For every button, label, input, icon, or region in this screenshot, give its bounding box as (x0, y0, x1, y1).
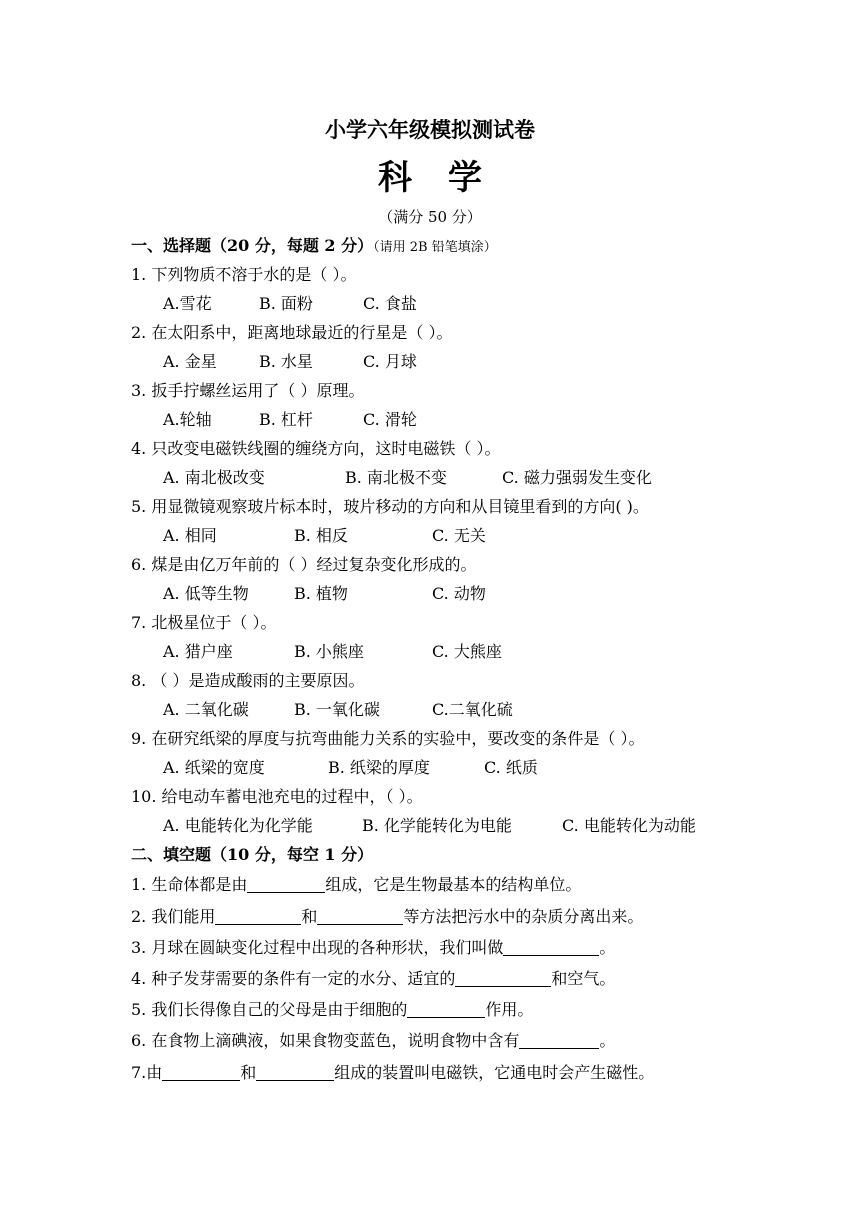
option-a: A.雪花 (163, 294, 212, 313)
exam-title: 小学六年级模拟测试卷 (325, 117, 535, 142)
fill-question-4 (131, 968, 615, 990)
answer-blank[interactable] (455, 969, 551, 987)
option-b: B. 一氧化碳 (294, 700, 380, 719)
option-c: C. 纸质 (484, 758, 538, 777)
option-a: A. 低等生物 (163, 584, 249, 603)
question-text: 和 (240, 1063, 257, 1082)
question-stem: 2. 在太阳系中，距离地球最近的行星是（ ）。 (131, 323, 453, 342)
option-b: B. 面粉 (259, 294, 313, 313)
option-c: C. 动物 (432, 584, 486, 603)
answer-blank[interactable] (503, 938, 599, 956)
question-stem: 8. （ ）是造成酸雨的主要原因。 (131, 671, 365, 690)
question-stem: 3. 扳手拧螺丝运用了（ ）原理。 (131, 381, 365, 400)
fill-question-1 (131, 874, 581, 896)
question-text: 和空气。 (551, 969, 616, 988)
question-text: 3. 月球在圆缺变化过程中出现的各种形状，我们叫做 (131, 938, 504, 957)
option-b: B. 小熊座 (294, 642, 364, 661)
answer-blank[interactable] (256, 1063, 334, 1081)
question-stem: 9. 在研究纸梁的厚度与抗弯曲能力关系的实验中，要改变的条件是（ ）。 (131, 729, 645, 748)
question-text: 7.由 (131, 1063, 163, 1082)
option-c: C. 滑轮 (363, 410, 417, 429)
option-a: A. 相同 (163, 526, 217, 545)
question-text: 6. 在食物上滴碘液，如果食物变蓝色，说明食物中含有 (131, 1031, 520, 1050)
fill-question-2 (131, 906, 643, 928)
option-c: C. 无关 (432, 526, 486, 545)
question-text: 作用。 (485, 1000, 534, 1019)
option-a: A.轮轴 (163, 410, 212, 429)
question-text: 组成，它是生物最基本的结构单位。 (325, 875, 582, 894)
option-c: C. 电能转化为动能 (562, 816, 696, 835)
question-text: 2. 我们能用 (131, 907, 216, 926)
option-a: A. 纸梁的宽度 (163, 758, 265, 777)
option-c: C. 月球 (363, 352, 417, 371)
fill-question-5 (131, 999, 533, 1021)
question-stem: 1. 下列物质不溶于水的是（ ）。 (131, 265, 357, 284)
question-text: 4. 种子发芽需要的条件有一定的水分、适宜的 (131, 969, 456, 988)
question-text: 和 (301, 907, 318, 926)
question-stem: 4. 只改变电磁铁线圈的缠绕方向，这时电磁铁（ ）。 (131, 439, 501, 458)
option-a: A. 金星 (163, 352, 217, 371)
fill-question-6 (131, 1030, 615, 1052)
section1-note: （请用 2B 铅笔填涂） (373, 240, 497, 255)
option-b: B. 南北极不变 (345, 468, 447, 487)
answer-blank[interactable] (215, 907, 301, 925)
option-c: C. 大熊座 (432, 642, 502, 661)
option-b: B. 相反 (294, 526, 348, 545)
question-text: 等方法把污水中的杂质分离出来。 (403, 907, 644, 926)
question-stem: 7. 北极星位于（ ）。 (131, 613, 277, 632)
question-text: 5. 我们长得像自己的父母是由于细胞的 (131, 1000, 408, 1019)
section1-heading (131, 235, 497, 259)
section2-heading: 二、填空题（10 分，每空 1 分） (131, 845, 374, 864)
answer-blank[interactable] (247, 875, 325, 893)
option-b: B. 纸梁的厚度 (328, 758, 430, 777)
option-a: A. 南北极改变 (163, 468, 265, 487)
answer-blank[interactable] (519, 1031, 599, 1049)
option-a: A. 二氧化碳 (163, 700, 249, 719)
question-stem: 10. 给电动车蓄电池充电的过程中，（ ）。 (131, 787, 423, 806)
question-text: 1. 生命体都是由 (131, 875, 248, 894)
option-a: A. 猎户座 (163, 642, 233, 661)
section1-title: 一、选择题（20 分，每题 2 分） (131, 236, 374, 255)
option-b: B. 植物 (294, 584, 348, 603)
option-c: C. 食盐 (363, 294, 417, 313)
full-marks: （满分 50 分） (378, 208, 482, 226)
question-stem: 5. 用显微镜观察玻片标本时，玻片移动的方向和从目镜里看到的方向( )。 (131, 497, 649, 516)
answer-blank[interactable] (162, 1063, 240, 1081)
fill-question-3 (131, 937, 615, 959)
option-b: B. 化学能转化为电能 (362, 816, 512, 835)
option-a: A. 电能转化为化学能 (163, 816, 313, 835)
answer-blank[interactable] (317, 907, 403, 925)
option-c: C. 磁力强弱发生变化 (502, 468, 652, 487)
question-stem: 6. 煤是由亿万年前的（ ）经过复杂变化形成的。 (131, 555, 477, 574)
question-text: 。 (599, 938, 616, 957)
option-c: C.二氧化硫 (432, 700, 513, 719)
option-b: B. 杠杆 (259, 410, 313, 429)
question-text: 组成的装置叫电磁铁，它通电时会产生磁性。 (334, 1063, 655, 1082)
option-b: B. 水星 (259, 352, 313, 371)
answer-blank[interactable] (407, 1000, 485, 1018)
fill-question-7 (131, 1062, 654, 1084)
subject-title: 科学 (378, 158, 518, 198)
question-text: 。 (599, 1031, 616, 1050)
